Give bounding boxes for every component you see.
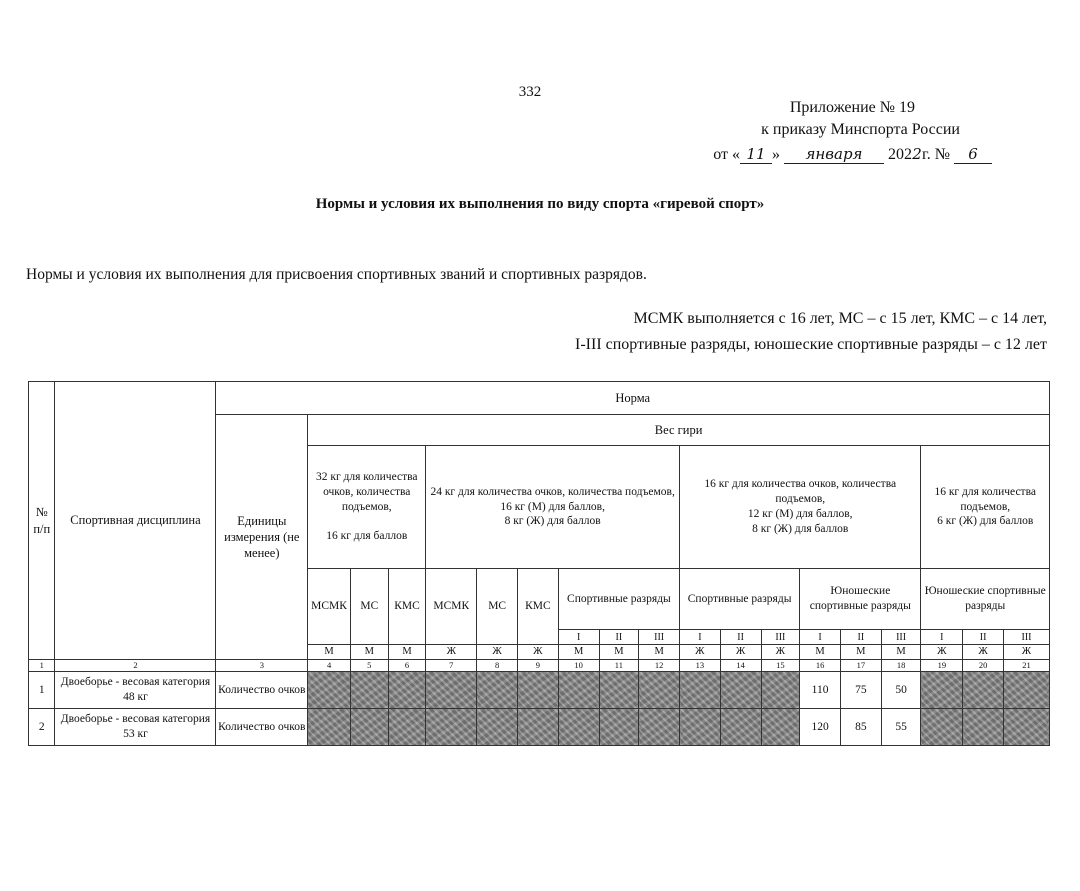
- roman-cell: II: [840, 630, 881, 645]
- row-units: Количество очков: [216, 709, 308, 746]
- w24-points-f: 8 кг (Ж) для баллов: [504, 515, 601, 528]
- norms-table: [28, 381, 1050, 746]
- shaded-cell: [963, 709, 1004, 746]
- sex-cell: Ж: [518, 645, 559, 660]
- shaded-cell: [350, 672, 388, 709]
- column-index-cell: 3: [216, 660, 308, 672]
- header-youth-ranks-1: Юношеские спортивные разряды: [800, 569, 921, 630]
- column-index-cell: 11: [599, 660, 639, 672]
- shaded-cell: [426, 709, 477, 746]
- column-index-cell: 9: [518, 660, 559, 672]
- header-weight-16: [680, 446, 921, 569]
- row-discipline: Двоеборье - весовая категория 48 кг: [55, 672, 216, 709]
- shaded-cell: [308, 672, 351, 709]
- header-weight: Вес гири: [308, 415, 1050, 446]
- column-index-cell: 7: [426, 660, 477, 672]
- sex-cell: М: [388, 645, 426, 660]
- sex-cell: Ж: [1003, 645, 1049, 660]
- shaded-cell: [518, 709, 559, 746]
- column-index-cell: 15: [761, 660, 800, 672]
- sex-cell: М: [840, 645, 881, 660]
- conditions-line1: МСМК выполняется с 16 лет, МС – с 15 лет, КМС – с 14 лет,: [633, 310, 1047, 327]
- roman-cell: III: [639, 630, 680, 645]
- year-suffix: г. №: [921, 146, 950, 163]
- shaded-cell: [720, 672, 761, 709]
- w24-points-m: 16 кг (М) для баллов,: [500, 500, 605, 513]
- header-weight-32: [308, 446, 426, 569]
- shaded-cell: [477, 709, 518, 746]
- sex-cell: Ж: [921, 645, 963, 660]
- w24-text: 24 кг для количества очков, количества подъемов,: [430, 485, 675, 498]
- intro-text: Нормы и условия их выполнения для присвоения спортивных званий и спортивных разрядов.: [26, 266, 647, 283]
- header-youth-ranks-2: Юношеские спортивные разряды: [921, 569, 1050, 630]
- sex-cell: Ж: [426, 645, 477, 660]
- sex-cell: Ж: [720, 645, 761, 660]
- shaded-cell: [680, 672, 721, 709]
- column-index-cell: 17: [840, 660, 881, 672]
- appendix-date-line: [713, 145, 992, 164]
- column-index-cell: 21: [1003, 660, 1049, 672]
- w32-points: 16 кг для баллов: [326, 529, 408, 542]
- shaded-cell: [720, 709, 761, 746]
- shaded-cell: [558, 709, 599, 746]
- roman-cell: III: [881, 630, 921, 645]
- shaded-cell: [350, 709, 388, 746]
- shaded-cell: [761, 709, 800, 746]
- header-kms-2: КМС: [518, 569, 559, 645]
- row-discipline: Двоеборье - весовая категория 53 кг: [55, 709, 216, 746]
- sex-cell: Ж: [477, 645, 518, 660]
- column-index-cell: 2: [55, 660, 216, 672]
- w16-points-f: 8 кг (Ж) для баллов: [752, 522, 849, 535]
- column-index-cell: 4: [308, 660, 351, 672]
- conditions-line2: I-III спортивные разряды, юношеские спортивные разряды – с 12 лет: [575, 336, 1047, 353]
- shaded-cell: [558, 672, 599, 709]
- shaded-cell: [308, 709, 351, 746]
- shaded-cell: [388, 709, 426, 746]
- roman-cell: I: [558, 630, 599, 645]
- header-norm: Норма: [216, 382, 1050, 415]
- page-number: 332: [518, 84, 542, 100]
- header-sport-ranks-1: Спортивные разряды: [558, 569, 679, 630]
- w32-text: 32 кг для количества очков, количества подъемов,: [316, 471, 418, 513]
- row-number: 2: [29, 709, 55, 746]
- sex-cell: М: [558, 645, 599, 660]
- shaded-cell: [921, 672, 963, 709]
- appendix-line1: Приложение № 19: [789, 99, 915, 116]
- w16y-points: 6 кг (Ж) для баллов: [937, 515, 1034, 528]
- shaded-cell: [680, 709, 721, 746]
- sex-cell: М: [800, 645, 841, 660]
- column-index-cell: 20: [963, 660, 1004, 672]
- shaded-cell: [761, 672, 800, 709]
- sex-cell: Ж: [680, 645, 721, 660]
- roman-cell: I: [921, 630, 963, 645]
- header-kms-1: КМС: [388, 569, 426, 645]
- sex-cell: М: [308, 645, 351, 660]
- header-discipline: Спортивная дисциплина: [55, 382, 216, 660]
- shaded-cell: [639, 709, 680, 746]
- sex-cell: Ж: [761, 645, 800, 660]
- column-index-cell: 18: [881, 660, 921, 672]
- shaded-cell: [1003, 672, 1049, 709]
- w16-text: 16 кг для количества очков, количества подъемов,: [704, 478, 897, 506]
- header-msmk-1: МСМК: [308, 569, 351, 645]
- header-num: № п/п: [29, 382, 55, 660]
- roman-cell: II: [963, 630, 1004, 645]
- handwritten-day: 11: [740, 145, 772, 164]
- column-index-cell: 19: [921, 660, 963, 672]
- roman-cell: III: [1003, 630, 1049, 645]
- header-weight-24: [426, 446, 680, 569]
- sex-cell: М: [599, 645, 639, 660]
- row-units: Количество очков: [216, 672, 308, 709]
- column-index-cell: 12: [639, 660, 680, 672]
- column-index-cell: 1: [29, 660, 55, 672]
- shaded-cell: [518, 672, 559, 709]
- sex-cell: Ж: [963, 645, 1004, 660]
- shaded-cell: [388, 672, 426, 709]
- column-index-cell: 6: [388, 660, 426, 672]
- handwritten-year-digit: 2: [912, 145, 922, 163]
- document-title: Нормы и условия их выполнения по виду спорта «гиревой спорт»: [315, 196, 765, 212]
- header-sport-ranks-2: Спортивные разряды: [680, 569, 800, 630]
- shaded-cell: [599, 709, 639, 746]
- handwritten-month: января: [784, 145, 884, 164]
- shaded-cell: [477, 672, 518, 709]
- w16y-text: 16 кг для количества подъемов,: [934, 485, 1036, 513]
- shaded-cell: [1003, 709, 1049, 746]
- roman-cell: I: [680, 630, 721, 645]
- handwritten-order-number: 6: [954, 145, 992, 164]
- roman-cell: II: [720, 630, 761, 645]
- youth-rank-value: 55: [881, 709, 921, 746]
- header-weight-16-youth: [921, 446, 1050, 569]
- column-index-cell: 10: [558, 660, 599, 672]
- header-ms-1: МС: [350, 569, 388, 645]
- table-row: [29, 672, 1050, 709]
- column-index-cell: 8: [477, 660, 518, 672]
- column-index-cell: 16: [800, 660, 841, 672]
- shaded-cell: [599, 672, 639, 709]
- date-mid: »: [771, 146, 780, 163]
- w16-points-m: 12 кг (М) для баллов,: [747, 508, 853, 520]
- shaded-cell: [639, 672, 680, 709]
- roman-cell: I: [800, 630, 841, 645]
- row-number: 1: [29, 672, 55, 709]
- header-units: Единицы измерения (не менее): [216, 415, 308, 660]
- column-index-cell: 13: [680, 660, 721, 672]
- shaded-cell: [963, 672, 1004, 709]
- sex-cell: М: [350, 645, 388, 660]
- sex-cell: М: [881, 645, 921, 660]
- year-prefix: 202: [887, 146, 912, 163]
- youth-rank-value: 75: [840, 672, 881, 709]
- column-index-cell: 5: [350, 660, 388, 672]
- column-index-cell: 14: [720, 660, 761, 672]
- header-ms-2: МС: [477, 569, 518, 645]
- shaded-cell: [921, 709, 963, 746]
- table-row: [29, 709, 1050, 746]
- youth-rank-value: 50: [881, 672, 921, 709]
- roman-cell: III: [761, 630, 800, 645]
- youth-rank-value: 85: [840, 709, 881, 746]
- sex-cell: М: [639, 645, 680, 660]
- youth-rank-value: 110: [800, 672, 841, 709]
- youth-rank-value: 120: [800, 709, 841, 746]
- roman-cell: II: [599, 630, 639, 645]
- appendix-line2: к приказу Минспорта России: [761, 121, 960, 138]
- header-msmk-2: МСМК: [426, 569, 477, 645]
- date-prefix: от «: [713, 146, 740, 163]
- shaded-cell: [426, 672, 477, 709]
